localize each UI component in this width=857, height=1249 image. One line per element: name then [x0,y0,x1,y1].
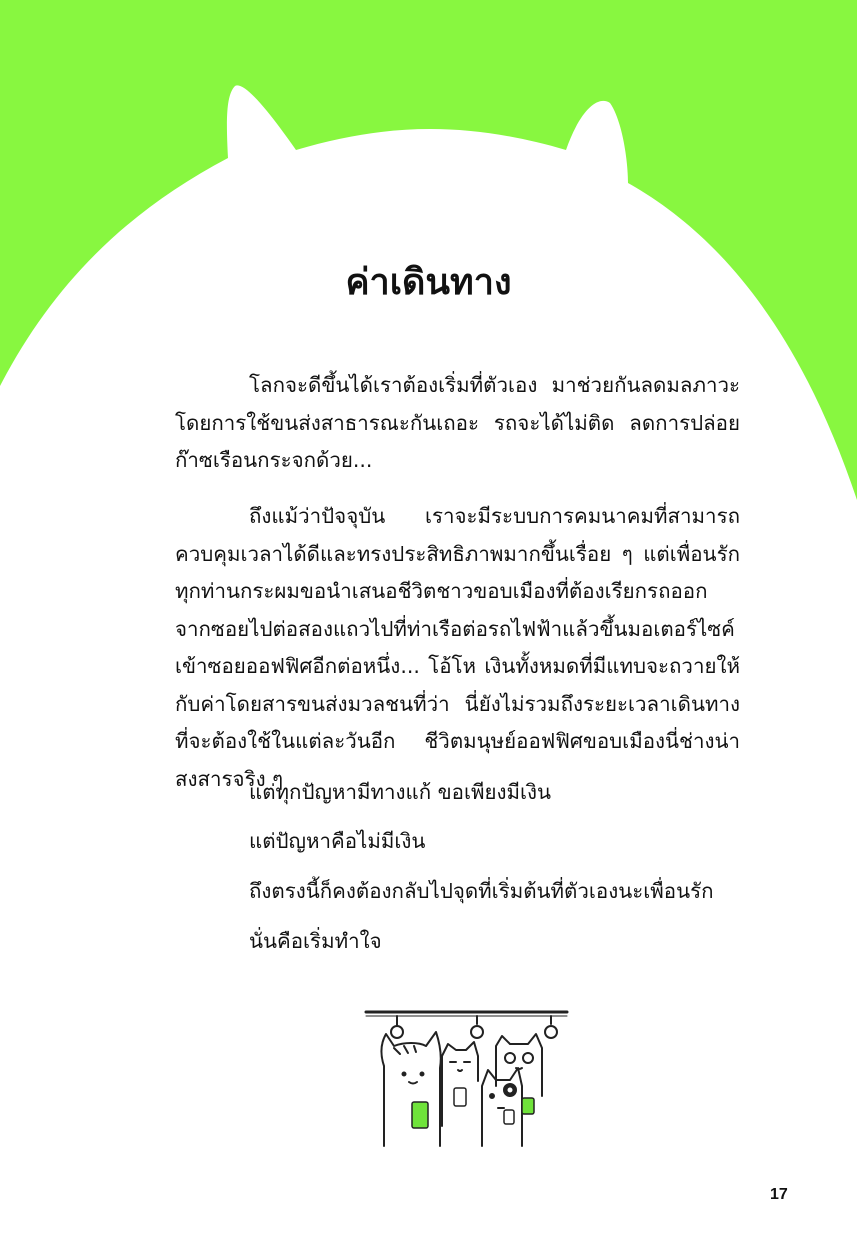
cat-middle [442,1042,478,1126]
phone-icon [412,1102,428,1128]
paragraph-2 [175,498,740,798]
cat-left [381,1032,440,1146]
text-line-4: นั่นคือเริ่มทำใจ [249,929,382,953]
cats-on-train-illustration [364,1006,569,1151]
text-line-2: แต่ปัญหาคือไม่มีเงิน [249,829,426,853]
paragraph-text: ถึงแม้ว่าปัจจุบัน เราจะมีระบบการคมนาคมที่สามารถควบคุมเวลาได้ดีและทรงประสิทธิภาพมากขึ้นเรื่อย ๆ แต่เพื่อนรักทุกท่านกระผมขอนำเสนอชีวิตชาวขอบเมืองที่ต้องเรียกรถออกจากซอยไปต่อสองแถวไปที่ท่าเรือต่อรถไฟฟ้าแล้วขึ้นมอเตอร์ไซค์เข้าซอยออฟฟิศอีกต่อหนึ่ง... โอ้โห เงินทั้งหมดที่มีแทบจะถวายให้กับค่าโดยสารขนส่งมวลชนที่ว่า นี่ยังไม่รวมถึงระยะเวลาเดินทางที่จะต้องใช้ในแต่ละวันอีก ชีวิตมนุษย์ออฟฟิศขอบเมืองนี่ช่างน่าสงสารจริง ๆ [175,504,740,791]
phone-icon [454,1088,466,1106]
text-line-1: แต่ทุกปัญหามีทางแก้ ขอเพียงมีเงิน [249,780,552,804]
strap-ring [471,1026,483,1038]
text-line-3: ถึงตรงนี้ก็คงต้องกลับไปจุดที่เริ่มต้นที่ตัวเองนะเพื่อนรัก [249,879,714,903]
page-number: 17 [770,1186,788,1203]
cat-right [496,1034,542,1096]
strap-ring [391,1026,403,1038]
page-title: ค่าเดินทาง [345,262,512,303]
strap-ring [545,1026,557,1038]
phone-icon [504,1110,514,1124]
paragraph-text: โลกจะดีขึ้นได้เราต้องเริ่มที่ตัวเอง มาช่วยกันลดมลภาวะโดยการใช้ขนส่งสาธารณะกันเถอะ รถจะได้ไม่ติด ลดการปล่อยก๊าซเรือนกระจกด้วย... [175,373,740,472]
paragraph-1 [175,367,740,480]
phone-icon [522,1098,534,1114]
